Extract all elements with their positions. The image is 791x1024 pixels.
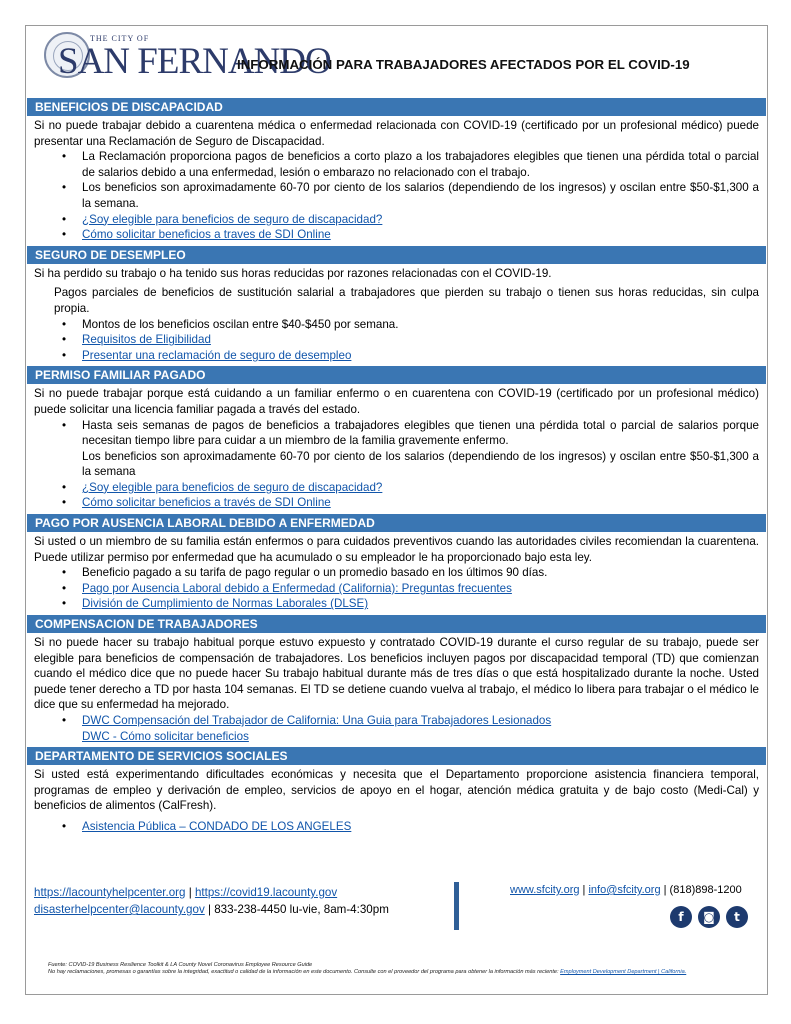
list-item <box>82 212 759 228</box>
link-file-unemployment-claim[interactable]: Presentar una reclamación de seguro de desempleo <box>82 348 352 362</box>
section-body-paid-family-leave <box>26 384 767 514</box>
bullet-list <box>34 819 759 835</box>
list-item <box>82 348 759 364</box>
section-heading-sick-leave: PAGO POR AUSENCIA LABORAL DEBIDO A ENFERMEDAD <box>27 514 766 532</box>
document-page <box>25 25 768 995</box>
source-line: Fuente: COVID-19 Business Resilience Toolkit & LA County Novel Coronavirus Employee Resource Guide <box>48 962 313 968</box>
city-phone: | (818)898-1200 <box>660 884 742 896</box>
footer-contacts-county <box>34 884 389 918</box>
section-body-disability <box>26 116 767 246</box>
link-covid19-lacounty[interactable]: https://covid19.lacounty.gov <box>194 886 338 899</box>
section-body-sick-leave <box>26 532 767 615</box>
section-heading-workers-comp: COMPENSACION DE TRABAJADORES <box>27 615 766 633</box>
section-heading-unemployment: SEGURO DE DESEMPLEO <box>27 246 766 264</box>
section-intro: Si no puede trabajar debido a cuarentena médica o enfermedad relacionada con COVID-19 (certificado por un profesional médico) puede presentar una Reclamación de Seguro de Discapacidad. <box>34 119 759 148</box>
city-logo: SAN FERNANDO <box>58 41 331 82</box>
list-item: • La Reclamación proporciona pagos de beneficios a corto plazo a los trabajadores elegibles que tienen una pérdida total o parcial de salarios debido a una enfermedad, lesión o embarazo no relacionado con el trabajo. <box>82 149 759 180</box>
list-item <box>82 495 759 511</box>
list-item <box>82 480 759 496</box>
list-item: • Montos de los beneficios oscilan entre $40-$450 por semana. <box>82 317 759 333</box>
logo-subtext: THE CITY OF <box>90 34 150 43</box>
link-public-assistance[interactable]: Asistencia Pública – CONDADO DE LOS ANGELES <box>82 819 352 833</box>
document-title: INFORMACIÓN PARA TRABAJADORES AFECTADOS POR EL COVID-19 <box>237 57 690 72</box>
section-intro: Si usted o un miembro de su familia están enfermos o para cuidados preventivos cuando las autoridades civiles recomiendan la cuarentena. Puede utilizar permiso por enfermedad que ha acumulado o su empleador le ha proporcionado bajo esta ley. <box>34 535 759 564</box>
instagram-icon[interactable]: ◙ <box>698 906 720 928</box>
section-intro: Si no puede trabajar porque está cuidando a un familiar enfermo o en cuarentena con COVID-19 (certificado por un profesional médico) puede solicitar una licencia familiar pagada a través del estado. <box>34 387 759 416</box>
section-body-social-services <box>26 765 767 837</box>
link-eligibility-disability[interactable]: ¿Soy elegible para beneficios de seguro de discapacidad? <box>82 212 383 226</box>
phone-hours: | 833-238-4450 lu-vie, 8am-4:30pm <box>204 903 389 916</box>
bullet-list <box>34 317 759 364</box>
section-intro: Si usted está experimentando dificultades económicas y necesita que el Departamento proporcione asistencia financiera temporal, programas de empleo y derivación de empleo, servicios de apoyo en el hogar, atención médica gratuita y de bajo costo (Medi-Cal) y beneficios de alimentos (CalFresh). <box>34 768 759 813</box>
section-heading-social-services: DEPARTAMENTO DE SERVICIOS SOCIALES <box>27 747 766 765</box>
separator: | <box>185 886 195 899</box>
separator: | <box>579 884 589 896</box>
list-item <box>82 581 759 597</box>
link-apply-sdi-online[interactable]: Cómo solicitar beneficios a través de SDI Online <box>82 496 331 510</box>
section-body-workers-comp <box>26 633 767 747</box>
section-paragraph: Pagos parciales de beneficios de sustitución salarial a trabajadores que pierden su trabajo o tienen sus horas reducidas, sin culpa propia. <box>54 286 759 315</box>
header <box>26 26 767 98</box>
list-item <box>82 332 759 348</box>
link-disaster-email[interactable]: disasterhelpcenter@lacounty.gov <box>34 903 205 916</box>
link-edd[interactable]: Employment Development Department | California. <box>560 969 687 975</box>
link-eligibility-disability[interactable]: ¿Soy elegible para beneficios de seguro de discapacidad? <box>82 480 383 494</box>
footer-divider <box>454 882 459 930</box>
section-heading-disability: BENEFICIOS DE DISCAPACIDAD <box>27 98 766 116</box>
list-item: Los beneficios son aproximadamente 60-70 por ciento de los salarios (dependiendo de los ingresos) y oscilan entre $50-$1,300 a la semana <box>82 449 759 479</box>
social-links <box>670 906 754 928</box>
link-dwc-guide[interactable]: DWC Compensación del Trabajador de California: Una Guia para Trabajadores Lesionados <box>82 714 552 727</box>
link-lacountyhelpcenter[interactable]: https://lacountyhelpcenter.org <box>34 886 186 899</box>
list-item <box>82 227 759 243</box>
link-dlse[interactable]: División de Cumplimiento de Normas Laborales (DLSE) <box>82 597 369 611</box>
section-heading-paid-family-leave: PERMISO FAMILIAR PAGADO <box>27 366 766 384</box>
list-item <box>82 729 759 745</box>
list-item <box>82 819 759 835</box>
link-sfcity[interactable]: www.sfcity.org <box>510 884 580 896</box>
link-eligibility-requirements[interactable]: Requisitos de Eligibilidad <box>82 333 211 347</box>
list-item: • Beneficio pagado a su tarifa de pago regular o un promedio basado en los últimos 90 días. <box>82 565 759 581</box>
section-intro: Si ha perdido su trabajo o ha tenido sus horas reducidas por razones relacionadas con el COVID-19. <box>34 266 552 280</box>
footer-contacts-city <box>510 884 742 896</box>
link-info-email[interactable]: info@sfcity.org <box>588 884 661 896</box>
source-note <box>48 962 748 976</box>
bullet-list <box>34 713 759 744</box>
list-item <box>82 713 759 729</box>
section-body-unemployment <box>26 264 767 367</box>
link-dwc-apply[interactable]: DWC - Cómo solicitar beneficios <box>82 729 249 743</box>
list-item: • Hasta seis semanas de pagos de beneficios a trabajadores elegibles que tienen una pérdida total o parcial de salarios porque necesitan tiempo libre para cuidar a un miembro de la familia gravemente enfermo. <box>82 418 759 449</box>
list-item <box>82 596 759 612</box>
list-item: • Los beneficios son aproximadamente 60-70 por ciento de los salarios (dependiendo de los ingresos) y oscilan entre $50-$1,300 a la semana. <box>82 180 759 211</box>
twitter-icon[interactable]: t <box>726 906 748 928</box>
link-apply-sdi-online[interactable]: Cómo solicitar beneficios a traves de SDI Online <box>82 228 331 242</box>
disclaimer-text: No hay reclamaciones, promesas o garantías sobre la integridad, exactitud o calidad de la información en este documento. Consulte con el proveedor del programa para obtener la información más reciente: <box>48 969 559 975</box>
facebook-icon[interactable]: f <box>670 906 692 928</box>
bullet-list <box>34 565 759 612</box>
section-intro: Si no puede hacer su trabajo habitual porque estuvo expuesto y contratado COVID-19 durante el curso regular de su trabajo, puede ser elegible para beneficios de compensación de trabajadores. Los beneficios incluyen pagos por discapacidad temporal (TD) que comienzan cuando el médico dice que no puede hacer Su trabajo habitual durante más de tres días o que está hospitalizado durante la noche. Usted puede tener derecho a TD por hasta 104 semanas. El TD se detiene cuando vuelva al trabajo, el médico lo libera para trabajar o el médico le dice que su enfermedad ha mejorado. <box>34 636 759 712</box>
footer <box>26 880 767 990</box>
bullet-list <box>34 418 759 512</box>
link-sick-leave-faq[interactable]: Pago por Ausencia Laboral debido a Enfermedad (California): Preguntas frecuentes <box>82 581 512 595</box>
bullet-list <box>34 149 759 243</box>
